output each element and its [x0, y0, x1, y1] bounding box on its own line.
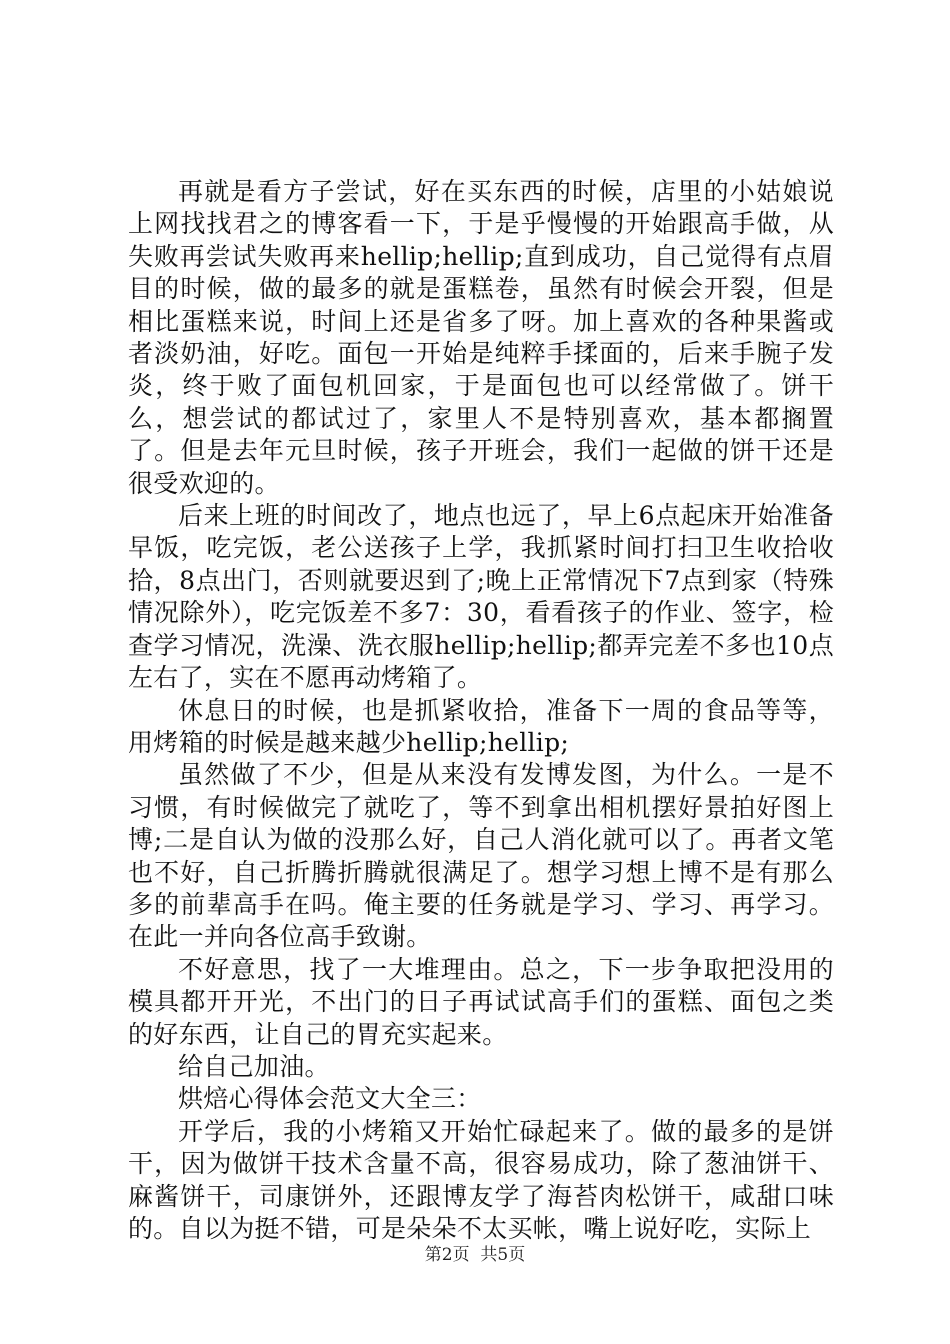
- paragraph: 再就是看方子尝试，好在买东西的时候，店里的小姑娘说上网找找君之的博客看一下，于是乎慢慢的开始跟高手做，从失败再尝试失败再来hellip;hellip;直到成功，自己觉得有点眉目的时候，做的最多的就是蛋糕卷，虽然有时候会开裂，但是相比蛋糕来说，时间上还是省多了呀。加上喜欢的各种果酱或者淡奶油，好吃。面包一开始是纯粹手揉面的，后来手腕子发炎，终于败了面包机回家，于是面包也可以经常做了。饼干么，想尝试的都试过了，家里人不是特别喜欢，基本都搁置了。但是去年元旦时候，孩子开班会，我们一起做的饼干还是很受欢迎的。: [128, 177, 834, 498]
- paragraph: 休息日的时候，也是抓紧收拾，准备下一周的食品等等，用烤箱的时候是越来越少hellip;hellip;: [128, 695, 834, 757]
- paragraph: 虽然做了不少，但是从来没有发博发图，为什么。一是不习惯，有时候做完了就吃了，等不到拿出相机摆好景拍好图上博;二是自认为做的没那么好，自己人消化就可以了。再者文笔也不好，自己折腾折腾就很满足了。想学习想上博不是有那么多的前辈高手在吗。俺主要的任务就是学习、学习、再学习。在此一并向各位高手致谢。: [128, 760, 834, 952]
- footer-spacer: [470, 1245, 481, 1265]
- paragraph: 开学后，我的小烤箱又开始忙碌起来了。做的最多的是饼干，因为做饼干技术含量不高，很容易成功，除了葱油饼干、麻酱饼干，司康饼外，还跟博友学了海苔肉松饼干，咸甜口味的。自以为挺不错，可是朵朵不太买帐，嘴上说好吃，实际上: [128, 1116, 834, 1243]
- page-number: 第2页: [424, 1245, 470, 1265]
- paragraph: 后来上班的时间改了，地点也远了，早上6点起床开始准备早饭，吃完饭，老公送孩子上学，我抓紧时间打扫卫生收拾收拾，8点出门，否则就要迟到了;晚上正常情况下7点到家（特殊情况除外），吃完饭差不多7：30，看看孩子的作业、签字，检查学习情况，洗澡、洗衣服hellip;hellip;都弄完差不多也10点左右了，实在不愿再动烤箱了。: [128, 501, 834, 693]
- section-heading: 烘焙心得体会范文大全三：: [178, 1084, 482, 1114]
- page-total: 共5页: [480, 1245, 526, 1265]
- paragraph: 不好意思，找了一大堆理由。总之，下一步争取把没用的模具都开开光，不出门的日子再试试高手们的蛋糕、面包之类的好东西，让自己的胃充实起来。: [128, 954, 834, 1049]
- document-body: [128, 176, 834, 1245]
- page-footer: [0, 1244, 950, 1266]
- paragraph: 给自己加油。: [178, 1051, 330, 1081]
